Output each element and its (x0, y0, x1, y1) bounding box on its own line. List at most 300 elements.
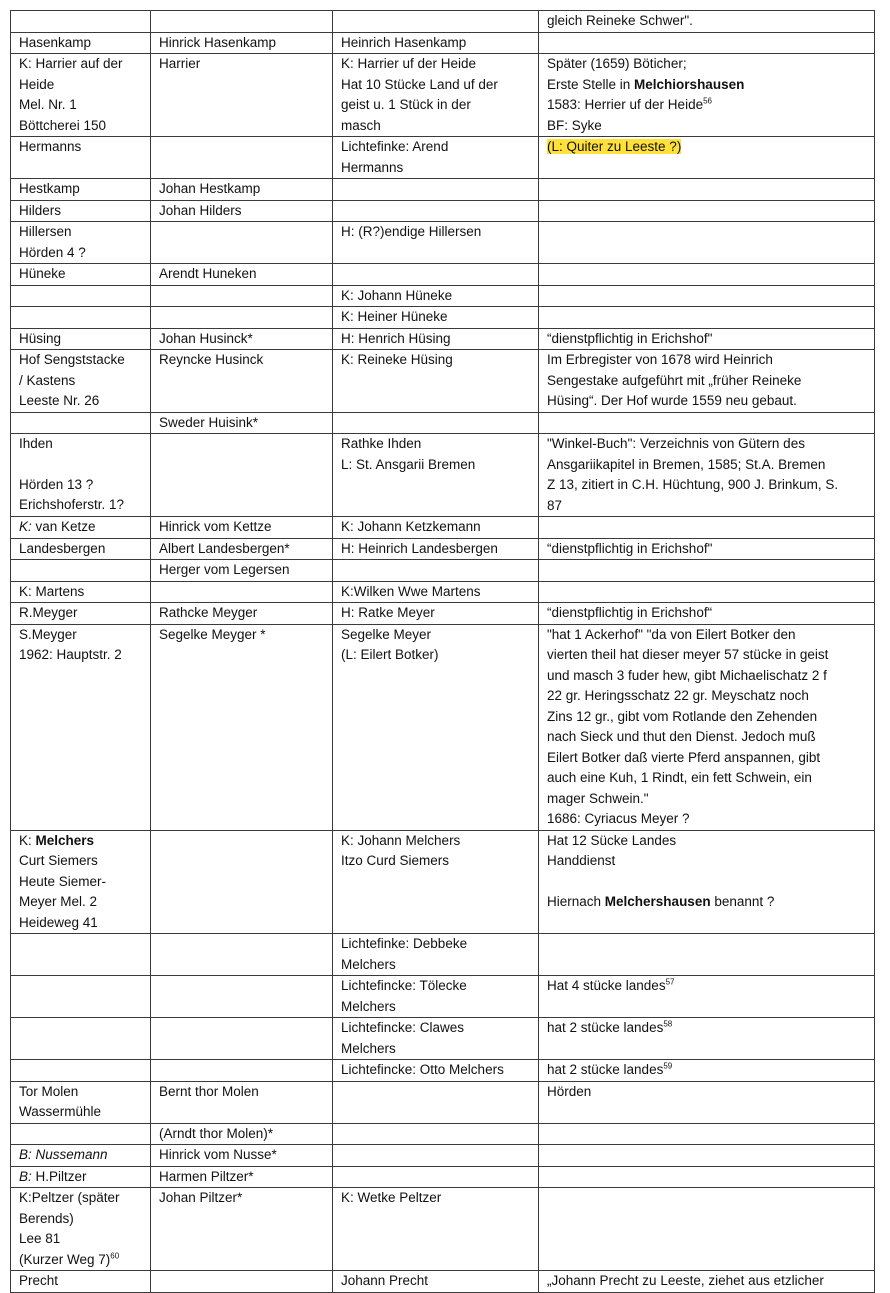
cell-family (11, 830, 151, 934)
family-line: Böttcherei 150 (19, 117, 107, 133)
person-name: Harmen Piltzer* (159, 1168, 254, 1184)
note-line: und masch 3 fuder hew, gibt Michaelischatz 2 f (547, 667, 827, 683)
family-line (19, 831, 142, 852)
family-line: Hörden 4 ? (19, 244, 86, 260)
note-line (547, 95, 866, 116)
cell-name-1 (151, 412, 333, 434)
table-row (11, 434, 875, 517)
cell-notes (539, 434, 875, 517)
cell-name-1 (151, 328, 333, 350)
cell-name-2 (333, 581, 539, 603)
name-line: Lichtefincke: Tölecke (341, 978, 467, 993)
note-line: mager Schwein." (547, 790, 649, 806)
table-row (11, 200, 875, 222)
person-name: Harrier (159, 56, 201, 71)
family-name-bold: Melchers (35, 832, 95, 848)
cell-name-2 (333, 222, 539, 264)
family-italic: B: Nussemann (19, 1147, 108, 1162)
cell-name-1 (151, 434, 333, 517)
cell-family (11, 1145, 151, 1167)
cell-notes (539, 179, 875, 201)
cell-name-2 (333, 179, 539, 201)
footnote-ref: 60 (110, 1251, 120, 1260)
cell-name-1 (151, 603, 333, 625)
cell-name-1 (151, 517, 333, 539)
cell-notes (539, 137, 875, 179)
family-line: Hillersen (19, 224, 72, 239)
table-row (11, 1271, 875, 1293)
cell-family (11, 350, 151, 413)
note-line (547, 75, 866, 96)
cell-family (11, 285, 151, 307)
table-row (11, 603, 875, 625)
cell-notes (539, 54, 875, 137)
cell-name-1 (151, 1271, 333, 1293)
cell-name-1 (151, 137, 333, 179)
person-name: H: Ratke Meyer (341, 605, 435, 620)
note-line: 22 gr. Heringsschatz 22 gr. Meyschatz noch (547, 688, 809, 703)
cell-family (11, 1081, 151, 1123)
cell-family (11, 934, 151, 976)
cell-name-2 (333, 934, 539, 976)
name-line: K: Johann Melchers (341, 832, 461, 848)
cell-name-2 (333, 1018, 539, 1060)
cell-name-2 (333, 350, 539, 413)
name-line: Rathke Ihden (341, 436, 422, 451)
family-line: Heideweg 41 (19, 914, 98, 930)
family-line: / Kastens (19, 372, 76, 388)
table-row (11, 560, 875, 582)
name-line: Hermanns (341, 159, 404, 175)
person-name: Hinrick vom Nusse* (159, 1147, 277, 1162)
cell-name-1 (151, 11, 333, 33)
cell-name-1 (151, 264, 333, 286)
family-line: Heide (19, 76, 55, 92)
cell-name-2 (333, 538, 539, 560)
table-row (11, 934, 875, 976)
person-name: Herger vom Legersen (159, 562, 290, 577)
cell-family (11, 517, 151, 539)
person-name: Hinrick Hasenkamp (159, 34, 277, 50)
cell-family (11, 1166, 151, 1188)
table-row (11, 1188, 875, 1271)
cell-notes (539, 328, 875, 350)
cell-notes (539, 285, 875, 307)
cell-family (11, 581, 151, 603)
family-name: K: Martens (19, 583, 85, 599)
note-line: Im Erbregister von 1678 wird Heinrich (547, 352, 773, 367)
footnote-ref: 58 (663, 1019, 673, 1029)
note-text: hat 2 stücke landes (547, 1062, 664, 1077)
cell-notes (539, 517, 875, 539)
family-line: Lee 81 (19, 1231, 61, 1246)
cell-name-1 (151, 1018, 333, 1060)
cell-name-1 (151, 285, 333, 307)
note-text: hat 2 stücke landes (547, 1020, 664, 1035)
cell-name-2 (333, 264, 539, 286)
cell-family (11, 1018, 151, 1060)
cell-family (11, 434, 151, 517)
cell-name-1 (151, 538, 333, 560)
family-name (19, 517, 142, 538)
family-line: Leeste Nr. 26 (19, 393, 100, 408)
person-name: K: Heiner Hüneke (341, 309, 448, 324)
cell-name-2 (333, 1166, 539, 1188)
footnote-ref: 57 (665, 977, 675, 987)
family-name: Hermanns (19, 139, 82, 154)
person-name: Segelke Meyger * (159, 626, 266, 642)
person-name: H: (R?)endige Hillersen (341, 224, 482, 239)
cell-name-2 (333, 560, 539, 582)
family-line: Erichshoferstr. 1? (19, 497, 125, 512)
cell-name-2 (333, 830, 539, 934)
name-line: Segelke Meyer (341, 626, 432, 642)
table-row (11, 581, 875, 603)
note-line: "Winkel-Buch": Verzeichnis von Gütern des (547, 436, 805, 451)
highlighted-note: (L: Quiter zu Leeste ?) (547, 139, 682, 154)
cell-notes (539, 1166, 875, 1188)
person-name: Arendt Huneken (159, 266, 257, 281)
cell-family (11, 976, 151, 1018)
table-row (11, 350, 875, 413)
person-name: K:Wilken Wwe Martens (341, 583, 481, 599)
table-row (11, 1145, 875, 1167)
table-row (11, 1166, 875, 1188)
note-line: “dienstpflichtig in Erichshof" (547, 540, 713, 556)
table-row (11, 11, 875, 33)
cell-notes (539, 1081, 875, 1123)
name-line: Hat 10 Stücke Land uf der (341, 76, 498, 92)
cell-name-1 (151, 581, 333, 603)
cell-name-1 (151, 1188, 333, 1271)
cell-notes (539, 1145, 875, 1167)
cell-name-2 (333, 624, 539, 830)
family-name: Hüsing (19, 330, 62, 346)
family-line: Heute Siemer- (19, 873, 107, 889)
cell-notes (539, 581, 875, 603)
person-name: Johan Husinck* (159, 330, 253, 346)
blank-line (547, 872, 866, 892)
cell-name-1 (151, 976, 333, 1018)
cell-name-2 (333, 200, 539, 222)
family-text: van Ketze (31, 519, 96, 534)
table-row (11, 137, 875, 179)
family-line: Wassermühle (19, 1104, 102, 1119)
table-row (11, 307, 875, 329)
table-row (11, 976, 875, 1018)
cell-notes (539, 1060, 875, 1082)
cell-notes (539, 412, 875, 434)
family-name: Hasenkamp (19, 34, 92, 50)
cell-name-1 (151, 624, 333, 830)
cell-family (11, 32, 151, 54)
cell-family (11, 560, 151, 582)
table-row (11, 222, 875, 264)
cell-name-1 (151, 200, 333, 222)
cell-name-2 (333, 434, 539, 517)
cell-name-2 (333, 412, 539, 434)
note-line (547, 976, 866, 997)
note-line: “dienstpflichtig in Erichshof“ (547, 605, 713, 620)
cell-family (11, 1060, 151, 1082)
note-line: Ansgariikapitel in Bremen, 1585; St.A. Bremen (547, 456, 826, 472)
name-line: Lichtefinke: Arend (341, 139, 449, 154)
person-name: Johan Hestkamp (159, 181, 261, 196)
cell-name-1 (151, 307, 333, 329)
cell-notes (539, 1271, 875, 1293)
cell-family (11, 624, 151, 830)
person-name: Bernt thor Molen (159, 1083, 259, 1099)
family-text: H.Piltzer (31, 1168, 87, 1184)
cell-notes (539, 222, 875, 264)
cell-family (11, 1188, 151, 1271)
cell-name-1 (151, 934, 333, 976)
table-row (11, 1018, 875, 1060)
cell-notes (539, 1188, 875, 1271)
table-row (11, 264, 875, 286)
note-line: vierten theil hat dieser meyer 57 stücke in geist (547, 647, 829, 662)
cell-notes (539, 32, 875, 54)
person-name: H: Henrich Hüsing (341, 330, 451, 346)
table-row (11, 1123, 875, 1145)
cell-name-2 (333, 1060, 539, 1082)
person-name: K: Johann Hüneke (341, 287, 453, 303)
name-line: Itzo Curd Siemers (341, 853, 450, 868)
person-name: (Arndt thor Molen)* (159, 1125, 274, 1141)
cell-notes (539, 934, 875, 976)
family-line: K:Peltzer (später (19, 1190, 120, 1205)
place-name-bold: Melchiorshausen (634, 76, 745, 92)
table-row (11, 54, 875, 137)
note-line: Hat 12 Sücke Landes (547, 832, 677, 848)
cell-notes (539, 603, 875, 625)
table-row (11, 538, 875, 560)
cell-family (11, 222, 151, 264)
cell-family (11, 137, 151, 179)
cell-family (11, 412, 151, 434)
family-line: Hof Sengststacke (19, 352, 125, 367)
cell-family (11, 264, 151, 286)
name-line: Lichtefinke: Debbeke (341, 936, 468, 951)
cell-notes (539, 264, 875, 286)
family-line: Berends) (19, 1210, 74, 1226)
cell-name-1 (151, 54, 333, 137)
note-line: Eilert Botker daß vierte Pferd anspannen, gibt (547, 749, 821, 765)
family-line (19, 1250, 142, 1271)
cell-name-2 (333, 603, 539, 625)
cell-family (11, 1123, 151, 1145)
family-name: Hilders (19, 202, 62, 218)
person-name: Reyncke Husinck (159, 352, 264, 367)
table-row (11, 412, 875, 434)
note-line: Z 13, zitiert in C.H. Hüchtung, 900 J. Brinkum, S. (547, 477, 839, 492)
cell-notes (539, 560, 875, 582)
cell-family (11, 1271, 151, 1293)
family-name: R.Meyger (19, 605, 78, 620)
cell-name-1 (151, 179, 333, 201)
family-name (19, 1145, 142, 1166)
cell-notes (539, 624, 875, 830)
cell-name-1 (151, 32, 333, 54)
name-line: masch (341, 117, 381, 133)
family-line: Ihden (19, 436, 53, 451)
name-line: Melchers (341, 998, 396, 1014)
prefix-italic: B: (19, 1168, 32, 1184)
note-text: Hat 4 stücke landes (547, 978, 666, 993)
family-line: 1962: Hauptstr. 2 (19, 647, 122, 662)
note-line (547, 1018, 866, 1039)
family-name: Precht (19, 1273, 59, 1288)
person-name: Johan Hilders (159, 202, 242, 218)
prefix-italic: K: (19, 519, 32, 534)
table-row (11, 830, 875, 934)
note-line: 87 (547, 497, 563, 513)
note-text: benannt ? (710, 893, 775, 909)
note-line: Hüsing“. Der Hof wurde 1559 neu gebaut. (547, 393, 797, 408)
person-name: H: Heinrich Landesbergen (341, 540, 498, 556)
table-row (11, 1060, 875, 1082)
note-line (547, 1060, 866, 1081)
name-line: Melchers (341, 956, 396, 972)
cell-name-1 (151, 1081, 333, 1123)
note-line: „Johann Precht zu Leeste, ziehet aus etzlicher (547, 1273, 824, 1288)
cell-family (11, 179, 151, 201)
table-row (11, 328, 875, 350)
note-text: Erste Stelle in (547, 76, 635, 92)
name-line: L: St. Ansgarii Bremen (341, 456, 476, 472)
name-line: geist u. 1 Stück in der (341, 97, 471, 112)
cell-family (11, 200, 151, 222)
cell-name-2 (333, 976, 539, 1018)
place-name-bold: Melchershausen (604, 893, 711, 909)
note-line (547, 892, 866, 913)
table-row (11, 179, 875, 201)
cell-name-2 (333, 1123, 539, 1145)
cell-name-2 (333, 285, 539, 307)
note-text: Hiernach (547, 893, 605, 909)
table-row (11, 32, 875, 54)
cell-name-1 (151, 830, 333, 934)
family-line: S.Meyger (19, 626, 77, 642)
family-line: K: Harrier auf der (19, 56, 123, 71)
cell-notes (539, 976, 875, 1018)
family-name: Landesbergen (19, 540, 106, 556)
note-line: BF: Syke (547, 117, 602, 133)
note-line: Handdienst (547, 853, 616, 868)
cell-name-2 (333, 1271, 539, 1293)
cell-family (11, 603, 151, 625)
blank-line (19, 455, 142, 475)
family-line: Tor Molen (19, 1083, 79, 1099)
cell-name-1 (151, 560, 333, 582)
name-line: Melchers (341, 1040, 396, 1056)
cell-name-2 (333, 1081, 539, 1123)
cell-name-2 (333, 328, 539, 350)
note-line: “dienstpflichtig in Erichshof" (547, 330, 713, 346)
table-row (11, 1081, 875, 1123)
cell-family (11, 54, 151, 137)
cell-notes (539, 200, 875, 222)
name-line: (L: Eilert Botker) (341, 647, 439, 662)
cell-notes (539, 11, 875, 33)
footnote-ref: 56 (703, 96, 712, 106)
note-line: nach Sieck und thut den Dienst. Jedoch muß (547, 729, 816, 744)
note-line: 1686: Cyriacus Meyer ? (547, 811, 690, 826)
note-line: Zins 12 gr., gibt vom Rotlande den Zehenden (547, 708, 818, 724)
cell-family (11, 307, 151, 329)
table-row (11, 517, 875, 539)
family-text: K: (19, 832, 36, 848)
person-name: Heinrich Hasenkamp (341, 34, 467, 50)
cell-name-1 (151, 222, 333, 264)
person-name: K: Reineke Hüsing (341, 352, 453, 367)
name-line: K: Harrier uf der Heide (341, 56, 477, 71)
cell-notes (539, 350, 875, 413)
person-name: Lichtefincke: Otto Melchers (341, 1062, 504, 1077)
family-line: Meyer Mel. 2 (19, 894, 98, 909)
cell-name-2 (333, 11, 539, 33)
name-line: Lichtefincke: Clawes (341, 1020, 465, 1035)
note-line: gleich Reineke Schwer". (547, 13, 693, 28)
person-name: Hinrick vom Kettze (159, 519, 272, 534)
note-line: Sengestake aufgeführt mit „früher Reineke (547, 372, 802, 388)
family-name (19, 1167, 142, 1188)
note-line: Hörden (547, 1083, 592, 1099)
cell-name-1 (151, 1145, 333, 1167)
family-name: Hestkamp (19, 181, 80, 196)
person-name: Rathcke Meyger (159, 605, 258, 620)
note-line: "hat 1 Ackerhof" "da von Eilert Botker den (547, 626, 796, 642)
cell-notes (539, 1018, 875, 1060)
person-name: K: Wetke Peltzer (341, 1190, 442, 1205)
cell-name-1 (151, 1166, 333, 1188)
cell-name-2 (333, 1188, 539, 1271)
cell-notes (539, 830, 875, 934)
family-line: Curt Siemers (19, 853, 98, 868)
cell-name-1 (151, 1060, 333, 1082)
cell-name-2 (333, 1145, 539, 1167)
note-line: Später (1659) Böticher; (547, 56, 687, 71)
family-line: Hörden 13 ? (19, 476, 94, 492)
cell-name-2 (333, 137, 539, 179)
person-name: Albert Landesbergen* (159, 540, 290, 556)
family-name: Hüneke (19, 266, 66, 281)
cell-family (11, 538, 151, 560)
person-name: Johan Piltzer* (159, 1190, 243, 1205)
family-line: Mel. Nr. 1 (19, 97, 77, 112)
person-name: K: Johann Ketzkemann (341, 519, 481, 534)
cell-notes (539, 1123, 875, 1145)
note-line: auch eine Kuh, 1 Rindt, ein fett Schwein, ein (547, 770, 812, 785)
cell-family (11, 328, 151, 350)
note-text: 1583: Herrier uf der Heide (547, 97, 704, 112)
table-row (11, 285, 875, 307)
cell-name-2 (333, 517, 539, 539)
cell-notes (539, 538, 875, 560)
person-name: Sweder Huisink* (159, 414, 259, 430)
cell-name-2 (333, 54, 539, 137)
family-text: (Kurzer Weg 7) (19, 1251, 111, 1267)
cell-name-2 (333, 307, 539, 329)
footnote-ref: 59 (663, 1061, 673, 1071)
cell-family (11, 11, 151, 33)
person-name: Johann Precht (341, 1273, 429, 1288)
cell-name-1 (151, 350, 333, 413)
cell-name-2 (333, 32, 539, 54)
note-line (547, 137, 866, 158)
table-row (11, 624, 875, 830)
cell-name-1 (151, 1123, 333, 1145)
